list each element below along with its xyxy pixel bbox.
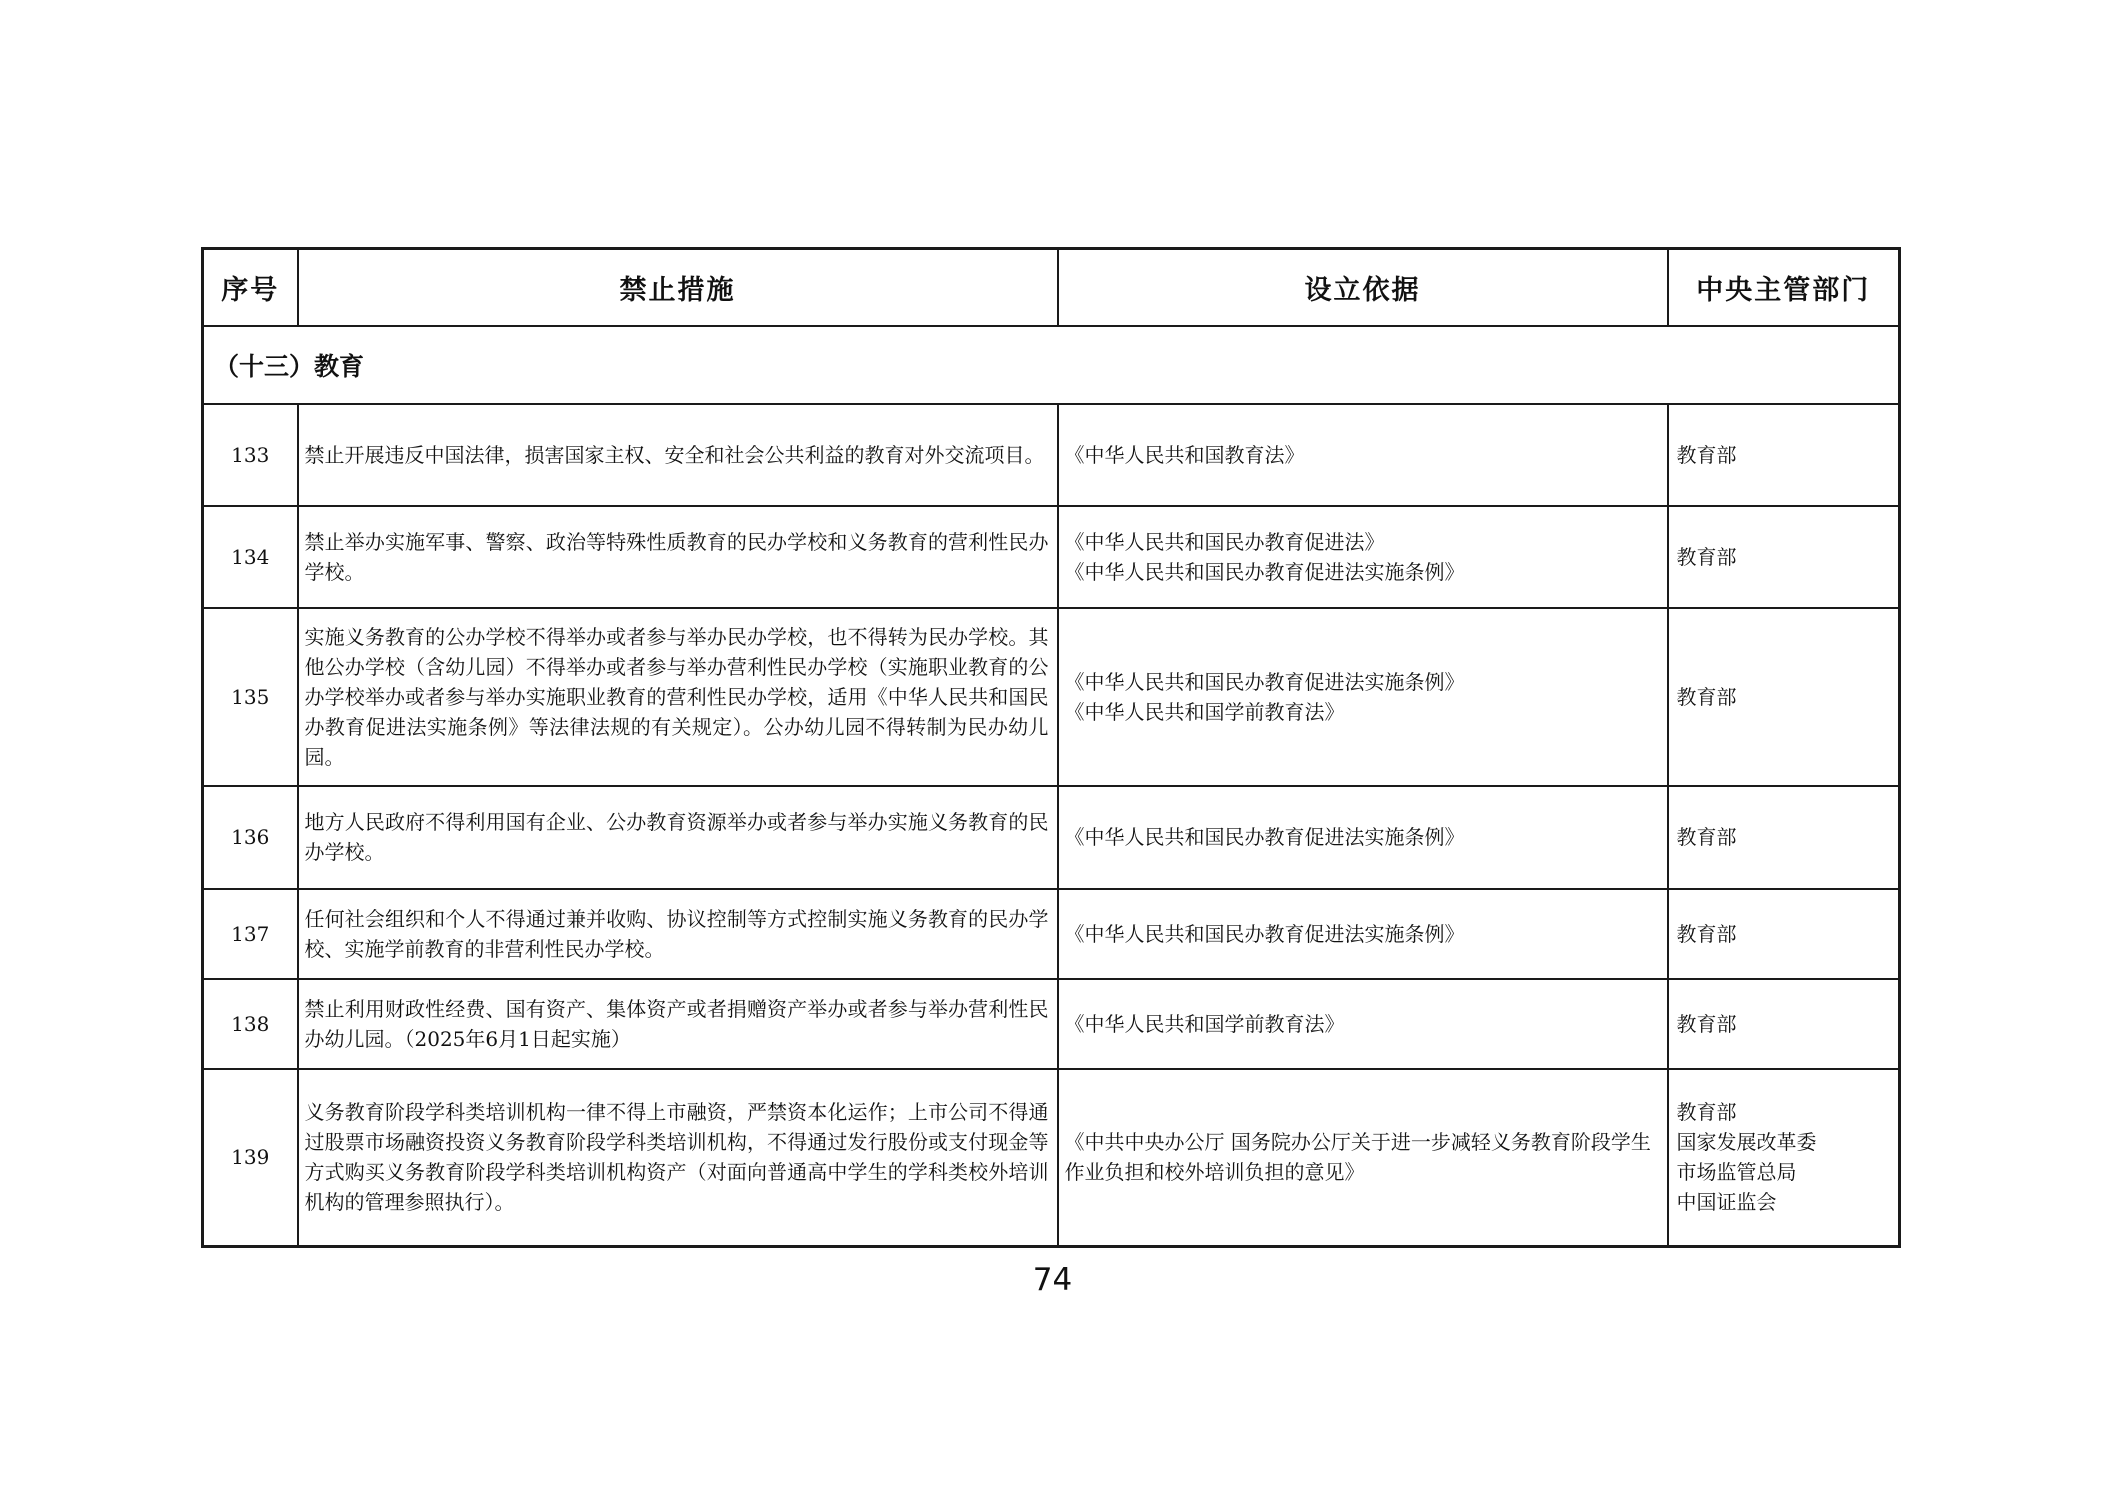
dept-line: 教育部 <box>1676 921 1737 946</box>
row-number: 135 <box>203 608 298 786</box>
legal-basis <box>1058 608 1668 786</box>
prohibited-measure: 任何社会组织和个人不得通过兼并收购、协议控制等方式控制实施义务教育的民办学校、实施学前教育的非营利性民办学校。 <box>298 889 1058 979</box>
header-dept: 中央主管部门 <box>1668 249 1900 326</box>
table-row <box>203 979 1900 1069</box>
page-number: 74 <box>1032 1262 1073 1298</box>
legal-basis <box>1058 889 1668 979</box>
prohibited-measure: 地方人民政府不得利用国有企业、公办教育资源举办或者参与举办实施义务教育的民办学校。 <box>298 786 1058 889</box>
legal-basis <box>1058 1069 1668 1247</box>
row-number: 133 <box>203 404 298 506</box>
section-row <box>203 326 1900 404</box>
basis-line: 《中华人民共和国民办教育促进法》 <box>1064 529 1385 554</box>
legal-basis <box>1058 979 1668 1069</box>
dept-line: 国家发展改革委 <box>1676 1130 1817 1155</box>
dept-line: 市场监管总局 <box>1676 1160 1797 1185</box>
basis-line: 《中华人民共和国民办教育促进法实施条例》 <box>1064 559 1465 584</box>
prohibited-measure: 实施义务教育的公办学校不得举办或者参与举办民办学校，也不得转为民办学校。其他公办学校（含幼儿园）不得举办或者参与举办营利性民办学校（实施职业教育的公办学校举办或者参与举办实施职业教育的营利性民办学校，适用《中华人民共和国民办教育促进法实施条例》等法律法规的有关规定）。公办幼儿园不得转制为民办幼儿园。 <box>298 608 1058 786</box>
dept-line: 教育部 <box>1676 1011 1737 1036</box>
prohibited-measure: 禁止开展违反中国法律，损害国家主权、安全和社会公共利益的教育对外交流项目。 <box>298 404 1058 506</box>
table-row <box>203 889 1900 979</box>
row-number: 137 <box>203 889 298 979</box>
row-number: 136 <box>203 786 298 889</box>
basis-line: 《中共中央办公厅 国务院办公厅关于进一步减轻义务教育阶段学生作业负担和校外培训负担的意见》 <box>1064 1130 1651 1185</box>
basis-line: 《中华人民共和国民办教育促进法实施条例》 <box>1064 669 1465 694</box>
header-basis: 设立依据 <box>1058 249 1668 326</box>
department <box>1668 404 1900 506</box>
department <box>1668 979 1900 1069</box>
basis-line: 《中华人民共和国学前教育法》 <box>1064 1011 1345 1036</box>
table-row <box>203 608 1900 786</box>
prohibited-measure: 义务教育阶段学科类培训机构一律不得上市融资，严禁资本化运作；上市公司不得通过股票市场融资投资义务教育阶段学科类培训机构，不得通过发行股份或支付现金等方式购买义务教育阶段学科类培训机构资产（对面向普通高中学生的学科类校外培训机构的管理参照执行）。 <box>298 1069 1058 1247</box>
dept-line: 中国证监会 <box>1676 1190 1777 1215</box>
dept-line: 教育部 <box>1676 544 1737 569</box>
dept-line: 教育部 <box>1676 1100 1737 1125</box>
department <box>1668 608 1900 786</box>
legal-basis <box>1058 404 1668 506</box>
basis-line: 《中华人民共和国学前教育法》 <box>1064 699 1345 724</box>
basis-line: 《中华人民共和国民办教育促进法实施条例》 <box>1064 921 1465 946</box>
table-row <box>203 404 1900 506</box>
dept-line: 教育部 <box>1676 825 1737 849</box>
header-num: 序号 <box>203 249 298 326</box>
table-row <box>203 506 1900 608</box>
department <box>1668 506 1900 608</box>
header-row <box>203 249 1900 326</box>
row-number: 138 <box>203 979 298 1069</box>
row-number: 134 <box>203 506 298 608</box>
department <box>1668 889 1900 979</box>
regulation-table <box>201 247 1901 1248</box>
row-number: 139 <box>203 1069 298 1247</box>
department <box>1668 1069 1900 1247</box>
dept-line: 教育部 <box>1676 442 1737 467</box>
prohibited-measure: 禁止举办实施军事、警察、政治等特殊性质教育的民办学校和义务教育的营利性民办学校。 <box>298 506 1058 608</box>
prohibited-measure: 禁止利用财政性经费、国有资产、集体资产或者捐赠资产举办或者参与举办营利性民办幼儿园。（2025年6月1日起实施） <box>298 979 1058 1069</box>
table-row <box>203 1069 1900 1247</box>
department <box>1668 786 1900 889</box>
legal-basis <box>1058 506 1668 608</box>
basis-line: 《中华人民共和国民办教育促进法实施条例》 <box>1064 825 1465 849</box>
section-title: （十三）教育 <box>203 326 1900 404</box>
legal-basis <box>1058 786 1668 889</box>
basis-line: 《中华人民共和国教育法》 <box>1064 442 1305 467</box>
table-row <box>203 786 1900 889</box>
header-measure: 禁止措施 <box>298 249 1058 326</box>
dept-line: 教育部 <box>1676 684 1737 709</box>
